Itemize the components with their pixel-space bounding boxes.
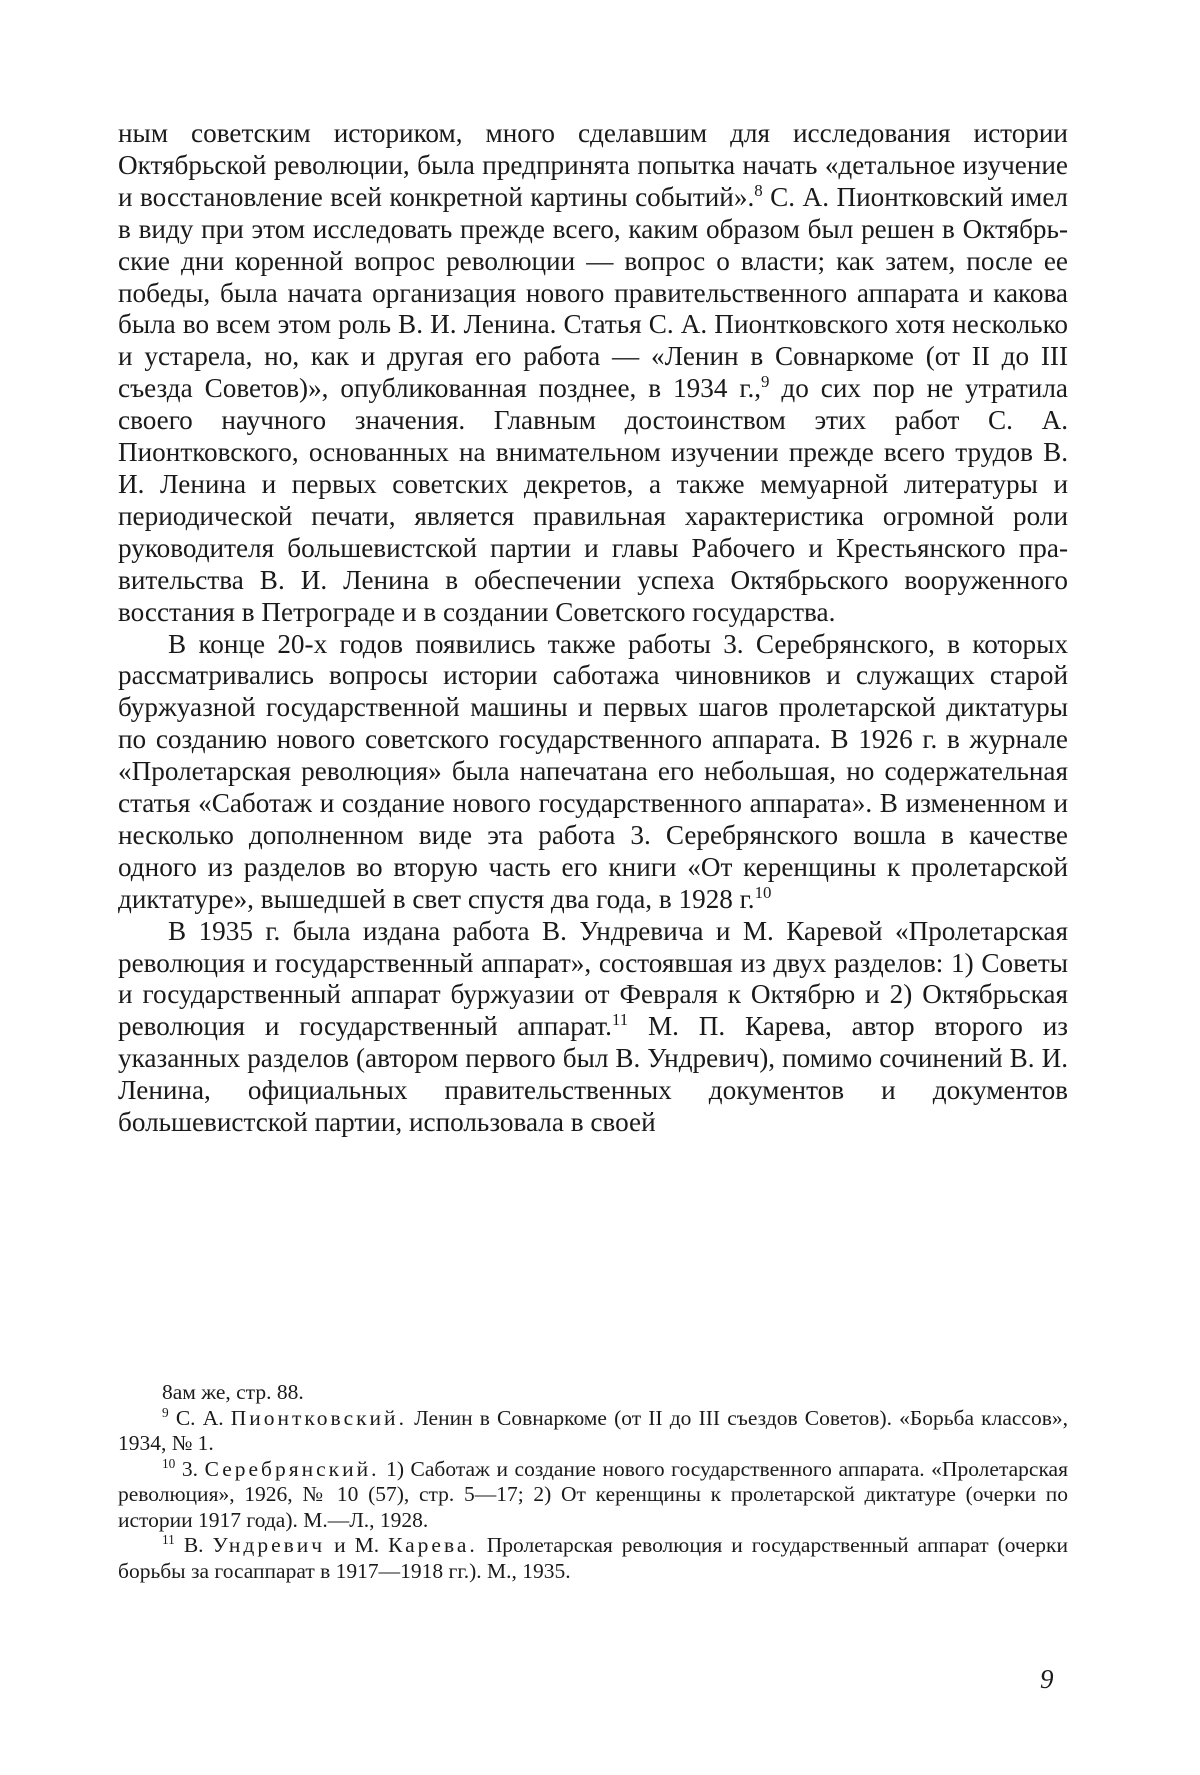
- footnote: [118, 1406, 1068, 1457]
- paragraph-text: В конце 20-х годов появились также работы 3. Серебрянского, в которых рассматривались вопросы истории саботажа чиновников и служащих старой буржуазной государственной машины и первых шагов пролетарской диктатуры по созданию нового советского государственного аппарата. В 1926 г. в журнале «Пролетарская революция» была напечатана его небольшая, но содержательная статья «Саботаж и создание нового государственного аппарата». В измененном и несколько дополненном виде эта работа 3. Серебрянского вошла в качестве одного из разделов во вторую часть его книги «От керенщины к пролетарской диктатуре», вышедшей в свет спустя два года, в 1928 г.: [118, 628, 1068, 914]
- author-name: Серебрянский.: [204, 1456, 380, 1481]
- paragraph-text: В 1935 г. была издана работа В. Ундревича и М. Каревой «Пролетарская революция и государственный аппарат», состоявшая из двух разделов: 1) Советы и государственный аппарат буржуазии от Февраля к Октябрю и 2) Октябрьская революция и государственный аппарат.: [118, 915, 1068, 1042]
- footnote-text: В.: [174, 1533, 213, 1557]
- author-name: Ундревич: [212, 1533, 326, 1557]
- footnote-ref: 9: [761, 372, 770, 392]
- paragraph-text: М. П. Карева, автор второго из указанных разделов (автором первого был В. Ундревич), помимо сочинений В. И. Ленина, официальных правительственных документов и документов большевистской партии, использовала в своей: [118, 1011, 1068, 1138]
- page-number: 9: [1040, 1664, 1054, 1694]
- footnote-text: 3.: [175, 1456, 205, 1481]
- body-paragraph: [118, 118, 1068, 629]
- footnote: [118, 1457, 1068, 1534]
- footnote-text: 1) Саботаж и создание нового государственного аппарата. «Пролетарская революция», 1926, № 10 (57), стр. 5—17; 2) От керенщины к пролетарской диктатуре (очерки по истории 1917 года). М.—Л., 1928.: [118, 1456, 1068, 1532]
- main-text: [118, 118, 1068, 1139]
- footnote-text: Пролетарская революция и государственный аппарат (очерки борьбы за госаппарат в 1917—1918 гг.). М., 1935.: [118, 1533, 1068, 1583]
- footnote-ref: 10: [754, 882, 772, 902]
- footnotes: [118, 1380, 1068, 1584]
- footnote-text: и М.: [325, 1533, 389, 1557]
- footnote-ref: 10: [162, 1455, 176, 1471]
- footnote-text: С. А.: [168, 1405, 231, 1430]
- footnote-text: Ленин в Совнаркоме (от II до III съездов Советов). «Борьба классов», 1934, № 1.: [118, 1405, 1068, 1455]
- footnote-text: ам же, стр. 88.: [172, 1380, 304, 1404]
- author-name: Карева.: [388, 1533, 478, 1557]
- paragraph-text: ным советским историком, много сделавшим для исследования истории Октябрьской революции, была предпринята попытка начать «детальное изучение и восстановление всей конкретной картины событий».: [118, 118, 1068, 212]
- author-name: Пионтковский.: [230, 1405, 407, 1430]
- footnote-ref: 11: [162, 1531, 175, 1547]
- footnote: [118, 1533, 1068, 1584]
- footnote-ref: 11: [611, 1010, 629, 1030]
- footnote-ref: 9: [162, 1404, 169, 1420]
- footnote-text: 8: [162, 1380, 173, 1404]
- paragraph-text: до сих пор не утратила своего научного значения. Главным достоинством этих работ С. А. Пионтковского, основанных на внимательном изучении прежде всего трудов В. И. Ленина и первых советских декретов, а также мемуарной литературы и периодической печати, является правильная характеристика огромной роли руководителя большевистской партии и главы Рабочего и Крестьянского правительства В. И. Ленина в обеспечении успеха Октябрьского вооруженного восстания в Петрограде и в создании Советского государства.: [118, 373, 1068, 627]
- body-paragraph: [118, 916, 1068, 1139]
- footnote: [118, 1380, 1068, 1406]
- footnote-ref: 8: [754, 180, 763, 200]
- paragraph-text: С. А. Пионтковский имел в виду при этом исследовать прежде всего, каким образом был решен в Октябрьские дни коренной вопрос революции — вопрос о власти; как затем, после ее победы, была начата организация нового правительственного аппарата и какова была во всем этом роль В. И. Ленина. Статья С. А. Пионтковского хотя несколько и устарела, но, как и другая его работа — «Ленин в Совнаркоме (от II до III съезда Советов)», опубликованная позднее, в 1934 г.,: [118, 181, 1068, 404]
- body-paragraph: [118, 629, 1068, 916]
